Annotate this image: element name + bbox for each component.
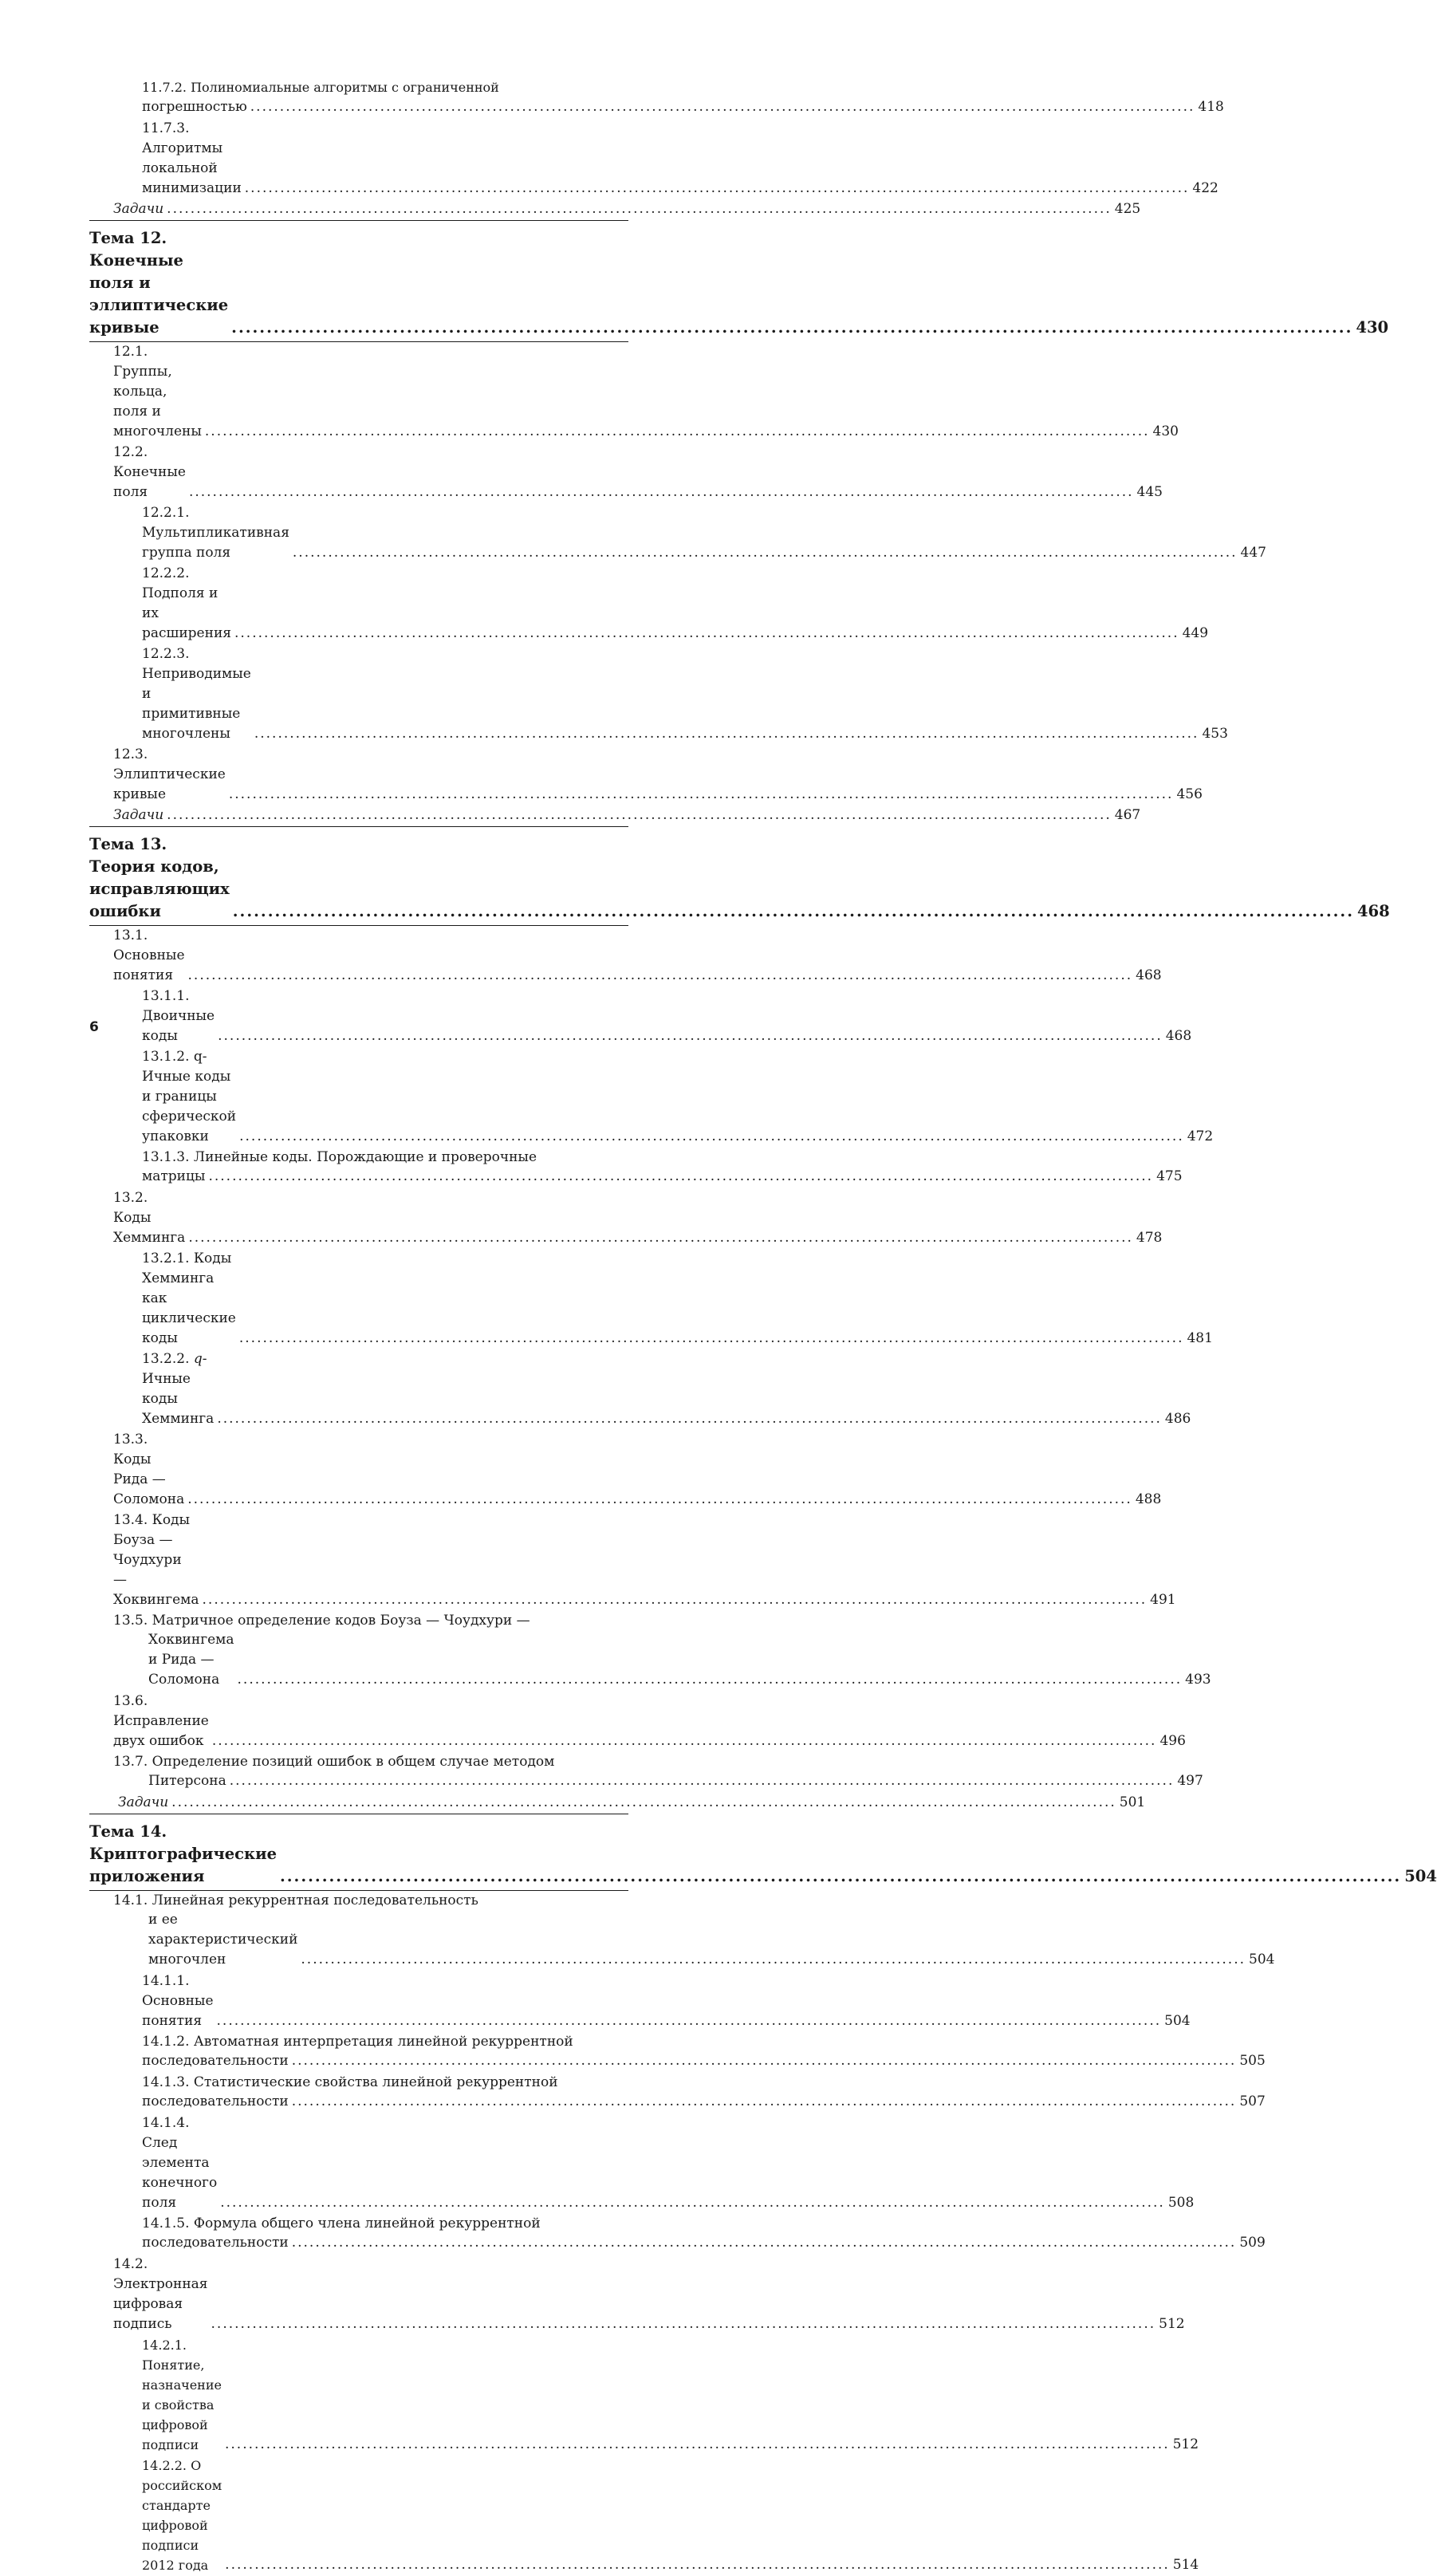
toc-entry-tasks-12 <box>89 805 1141 827</box>
toc-entry-title: Задачи <box>113 807 164 823</box>
toc-entry-title: 12.2.1. Мультипликативная группа поля <box>142 505 289 561</box>
toc-entry-12-2 <box>89 443 1163 503</box>
leader-dots <box>280 1865 1401 1888</box>
toc-entry-title: 14.2.1. Понятие, назначение и свойства цифровой подписи <box>142 2338 222 2452</box>
toc-entry-tasks-13 <box>89 1793 1146 1814</box>
toc-entry-13-2 <box>89 1188 1163 1249</box>
toc-entry-title: 14.1.5. Формула общего члена линейной рекуррентной <box>142 2216 541 2231</box>
toc-entry-title: 14.2.2. О российском стандарте цифровой подписи 2012 года <box>142 2458 222 2573</box>
toc-entry-title: 13.4. Коды Боуза — Чоудхури — Хоквингема <box>113 1512 199 1608</box>
toc-entry-14-2-1 <box>89 2335 1199 2456</box>
toc-entry-title: 13.2.1. Коды Хемминга как циклические коды <box>142 1251 236 1346</box>
leader-dots <box>239 1329 1184 1349</box>
leader-dots <box>292 2092 1237 2112</box>
toc-entry-12-3 <box>89 745 1203 805</box>
toc-entry-13-6 <box>89 1692 1186 1752</box>
toc-page-number: 504 <box>1404 1867 1437 1885</box>
toc-entry-title: 13.7. Определение позиций ошибок в общем случае методом <box>113 1754 555 1770</box>
toc-page-number: 491 <box>1150 1592 1176 1608</box>
leader-dots <box>205 422 1150 442</box>
table-of-contents <box>89 78 1437 2576</box>
toc-entry-title: 13.1.1. Двоичные коды <box>142 988 215 1044</box>
toc-entry-title: 13.1.2. q-Ичные коды и границы сферической упаковки <box>142 1049 237 1144</box>
toc-page-number: 497 <box>1177 1773 1203 1789</box>
toc-entry-title: 14.1.1. Основные понятия <box>142 1973 214 2029</box>
page-number: 6 <box>89 1019 99 1035</box>
toc-entry-title: 13.1. Основные понятия <box>113 928 185 983</box>
leader-dots <box>225 2555 1170 2575</box>
toc-page-number: 447 <box>1240 545 1266 561</box>
toc-entry-title: Задачи <box>113 201 164 217</box>
toc-entry-13-1-3 <box>89 1148 1183 1188</box>
leader-dots <box>230 1771 1175 1791</box>
toc-page-number: 504 <box>1249 1952 1275 1967</box>
toc-entry-13-1 <box>89 926 1162 987</box>
toc-entry-title: 13.1.3. Линейные коды. Порождающие и проверочные <box>142 1149 537 1165</box>
toc-page-number: 468 <box>1165 1028 1192 1044</box>
toc-page-number: 468 <box>1136 967 1162 983</box>
leader-dots <box>188 966 1133 986</box>
toc-entry-11-7-3 <box>89 119 1218 199</box>
toc-entry-title: 14.1. Линейная рекуррентная последовательность <box>113 1893 478 1908</box>
leader-dots <box>254 724 1199 744</box>
toc-entry-13-4 <box>89 1511 1176 1611</box>
toc-page-number: 486 <box>1164 1411 1191 1427</box>
toc-page-number: 501 <box>1119 1794 1146 1810</box>
leader-dots <box>167 805 1112 825</box>
toc-entry-13-1-2 <box>89 1047 1214 1148</box>
toc-entry-14-1-3 <box>89 2073 1266 2113</box>
toc-entry-title: 14.1.3. Статистические свойства линейной рекуррентной <box>142 2074 558 2090</box>
toc-entry-13-5 <box>89 1611 1211 1692</box>
toc-entry-11-7-2 <box>89 78 1224 119</box>
toc-topic-title: Тема 12. Конечные поля и эллиптические кривые <box>89 229 229 337</box>
leader-dots <box>217 1409 1162 1429</box>
leader-dots <box>293 543 1238 563</box>
leader-dots <box>218 1026 1163 1046</box>
toc-page-number: 425 <box>1114 201 1141 217</box>
leader-dots <box>231 317 1352 339</box>
leader-dots <box>171 1793 1116 1813</box>
toc-entry-13-3 <box>89 1430 1162 1511</box>
toc-entry-13-2-1 <box>89 1249 1213 1349</box>
toc-page-number: 418 <box>1198 99 1224 115</box>
toc-entry-13-7 <box>89 1752 1203 1793</box>
q-symbol: q <box>193 1351 203 1367</box>
toc-entry-title-cont: погрешностью <box>142 99 247 115</box>
toc-page-number: 445 <box>1136 484 1163 500</box>
toc-entry-title: 11.7.3. Алгоритмы локальной минимизации <box>142 120 242 196</box>
toc-entry-title: 13.5. Матричное определение кодов Боуза — Чоудхури — <box>113 1613 530 1629</box>
toc-entry-title-cont: Хоквингема и Рида — Соломона <box>148 1632 234 1688</box>
toc-entry-title: 12.1. Группы, кольца, поля и многочлены <box>113 344 202 439</box>
toc-entry-title: 13.2. Коды Хемминга <box>113 1190 186 1246</box>
toc-page-number: 430 <box>1356 318 1389 337</box>
toc-page-number: 472 <box>1187 1128 1214 1144</box>
leader-dots <box>167 199 1112 219</box>
toc-entry-title-cont: последовательности <box>142 2053 289 2069</box>
toc-entry-title: Задачи <box>118 1794 169 1810</box>
toc-entry-number: 13.2.2. <box>142 1351 190 1367</box>
leader-dots <box>229 785 1174 805</box>
toc-entry-14-1-1 <box>89 1971 1191 2032</box>
leader-dots <box>292 2051 1237 2071</box>
toc-entry-14-1-2 <box>89 2032 1266 2073</box>
toc-page-number: 512 <box>1159 2316 1185 2332</box>
toc-entry-12-2-3 <box>89 644 1228 745</box>
toc-page-number: 514 <box>1172 2557 1199 2573</box>
leader-dots <box>233 900 1354 923</box>
leader-dots <box>239 1127 1184 1147</box>
toc-entry-title: 13.6. Исправление двух ошибок <box>113 1693 209 1749</box>
toc-topic-13 <box>89 830 1390 926</box>
toc-entry-title: 12.2.3. Неприводимые и примитивные многочлены <box>142 646 251 742</box>
toc-page-number: 453 <box>1202 726 1228 742</box>
leader-dots <box>211 2314 1156 2334</box>
toc-entry-title: 14.1.2. Автоматная интерпретация линейной рекуррентной <box>142 2034 573 2050</box>
toc-entry-12-1 <box>89 342 1179 443</box>
toc-entry-13-2-2 <box>89 1349 1191 1430</box>
leader-dots <box>292 2233 1237 2253</box>
toc-entry-12-2-1 <box>89 503 1266 564</box>
toc-page-number: 468 <box>1356 902 1390 920</box>
leader-dots <box>220 2193 1165 2213</box>
toc-page-number: 512 <box>1172 2436 1199 2452</box>
toc-entry-12-2-2 <box>89 564 1209 644</box>
toc-entry-14-2 <box>89 2255 1185 2335</box>
toc-entry-14-1-5 <box>89 2214 1266 2255</box>
leader-dots <box>234 624 1179 644</box>
toc-entry-title-cont: последовательности <box>142 2093 289 2109</box>
leader-dots <box>187 1490 1132 1510</box>
toc-page-number: 475 <box>1156 1168 1183 1184</box>
toc-entry-14-1-4 <box>89 2113 1195 2214</box>
toc-topic-title: Тема 13. Теория кодов, исправляющих ошибки <box>89 835 230 920</box>
leader-dots <box>212 1731 1157 1751</box>
toc-page-number: 496 <box>1159 1733 1186 1749</box>
toc-entry-title: 14.2. Электронная цифровая подпись <box>113 2256 208 2332</box>
toc-page-number: 449 <box>1182 625 1209 641</box>
toc-topic-12 <box>89 224 1389 342</box>
toc-page-number: 422 <box>1192 180 1218 196</box>
toc-entry-title-cont: Питерсона <box>148 1773 226 1789</box>
toc-entry-title: 12.2. Конечные поля <box>113 444 186 500</box>
leader-dots <box>217 2011 1162 2031</box>
toc-entry-title-cont: матрицы <box>142 1168 206 1184</box>
leader-dots <box>203 1590 1148 1610</box>
toc-entry-14-1 <box>89 1891 1275 1971</box>
toc-page-number: 504 <box>1164 2013 1191 2029</box>
leader-dots <box>301 1950 1246 1970</box>
toc-page-number: 507 <box>1239 2093 1266 2109</box>
toc-entry-14-2-2 <box>89 2456 1199 2576</box>
toc-page-number: 430 <box>1152 423 1179 439</box>
toc-entry-title <box>142 1349 214 1429</box>
toc-entry-13-1-1 <box>89 987 1192 1047</box>
leader-dots <box>245 179 1190 199</box>
toc-entry-title: 12.3. Эллиптические кривые <box>113 746 226 802</box>
toc-entry-title: 13.3. Коды Рида — Соломона <box>113 1432 185 1507</box>
leader-dots <box>225 2435 1170 2455</box>
toc-page-number: 478 <box>1136 1230 1163 1246</box>
leader-dots <box>250 97 1195 117</box>
toc-page-number: 467 <box>1114 807 1141 823</box>
toc-entry-title: 12.2.2. Подполя и их расширения <box>142 565 232 641</box>
toc-page-number: 481 <box>1187 1330 1213 1346</box>
toc-page-number: 505 <box>1239 2053 1266 2069</box>
toc-entry-title-cont: и ее характеристический многочлен <box>148 1912 298 1967</box>
toc-entry-title: 14.1.4. След элемента конечного поля <box>142 2115 218 2211</box>
toc-topic-title: Тема 14. Криптографические приложения <box>89 1822 277 1885</box>
toc-page-number: 488 <box>1135 1491 1162 1507</box>
leader-dots <box>238 1670 1183 1690</box>
toc-page-number: 456 <box>1176 786 1203 802</box>
toc-entry-tasks-11 <box>89 199 1141 221</box>
leader-dots <box>208 1167 1153 1187</box>
leader-dots <box>189 483 1134 502</box>
toc-entry-title-cont: последовательности <box>142 2235 289 2251</box>
toc-page-number: 509 <box>1239 2235 1266 2251</box>
toc-topic-14 <box>89 1818 1437 1891</box>
toc-entry-title-rest: -Ичные коды Хемминга <box>142 1351 215 1427</box>
toc-page-number: 508 <box>1167 2195 1195 2211</box>
toc-page-number: 493 <box>1185 1672 1211 1688</box>
leader-dots <box>188 1228 1133 1248</box>
toc-entry-title: 11.7.2. Полиномиальные алгоритмы с ограниченной <box>142 80 499 95</box>
